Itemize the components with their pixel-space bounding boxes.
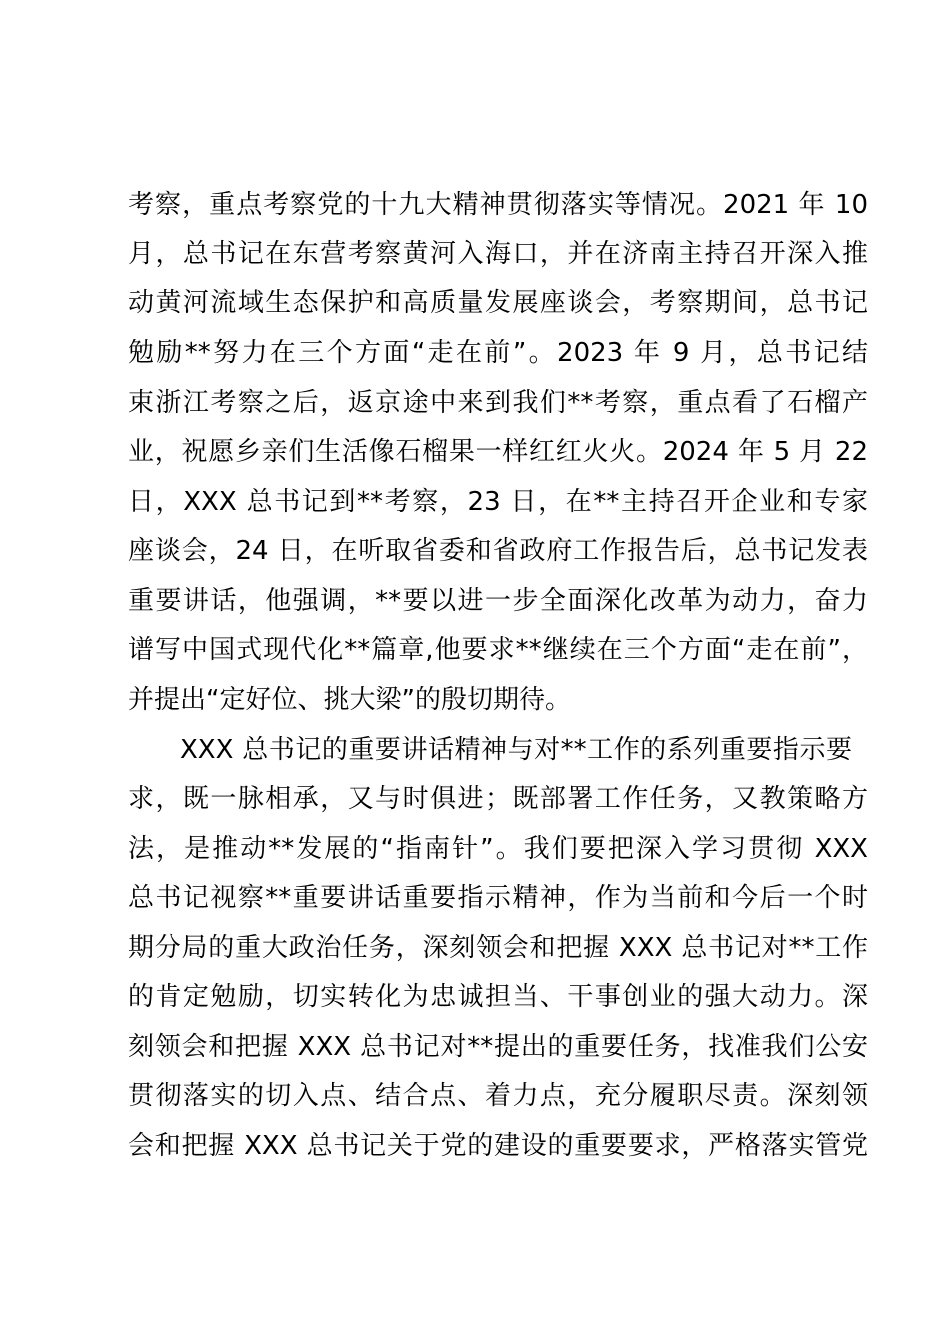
paragraph-line: 座谈会，24 日，在听取省委和省政府工作报告后，总书记发表 (128, 536, 868, 566)
paragraph-line: 勉励**努力在三个方面“走在前”。2023 年 9 月，总书记结 (128, 338, 868, 368)
paragraph-line: 的肯定勉励，切实转化为忠诚担当、干事创业的强大动力。深 (128, 982, 868, 1012)
paragraph-line: 贯彻落实的切入点、结合点、着力点，充分履职尽责。深刻领 (128, 1081, 868, 1111)
paragraph-line: 谱写中国式现代化**篇章,他要求**继续在三个方面“走在前”， (128, 635, 868, 665)
paragraph-line: 重要讲话，他强调，**要以进一步全面深化改革为动力，奋力 (128, 586, 868, 616)
paragraph-line: 求，既一脉相承，又与时俱进；既部署工作任务，又教策略方 (128, 784, 868, 814)
paragraph-line: 会和把握 XXX 总书记关于党的建设的重要要求，严格落实管党 (128, 1131, 868, 1161)
paragraph-line: 月，总书记在东营考察黄河入海口，并在济南主持召开深入推 (128, 239, 868, 269)
paragraph-line: 总书记视察**重要讲话重要指示精神，作为当前和今后一个时 (128, 883, 868, 913)
paragraph-line: 束浙江考察之后，返京途中来到我们**考察，重点看了石榴产 (128, 388, 868, 418)
paragraph-line: 并提出“定好位、挑大梁”的殷切期待。 (128, 685, 571, 715)
paragraph-line: 动黄河流域生态保护和高质量发展座谈会，考察期间，总书记 (128, 288, 868, 318)
paragraph-line: 考察，重点考察党的十九大精神贯彻落实等情况。2021 年 10 (128, 190, 868, 220)
paragraph-line: 业，祝愿乡亲们生活像石榴果一样红红火火。2024 年 5 月 22 (128, 437, 868, 467)
paragraph-line: 期分局的重大政治任务，深刻领会和把握 XXX 总书记对**工作 (128, 933, 868, 963)
paragraph-line: 日，XXX 总书记到**考察，23 日，在**主持召开企业和专家 (128, 487, 868, 517)
paragraph-line: 刻领会和把握 XXX 总书记对**提出的重要任务，找准我们公安 (128, 1032, 868, 1062)
paragraph-first-line: XXX 总书记的重要讲话精神与对**工作的系列重要指示要 (180, 735, 852, 765)
paragraph-line: 法，是推动**发展的“指南针”。我们要把深入学习贯彻 XXX (128, 834, 868, 864)
